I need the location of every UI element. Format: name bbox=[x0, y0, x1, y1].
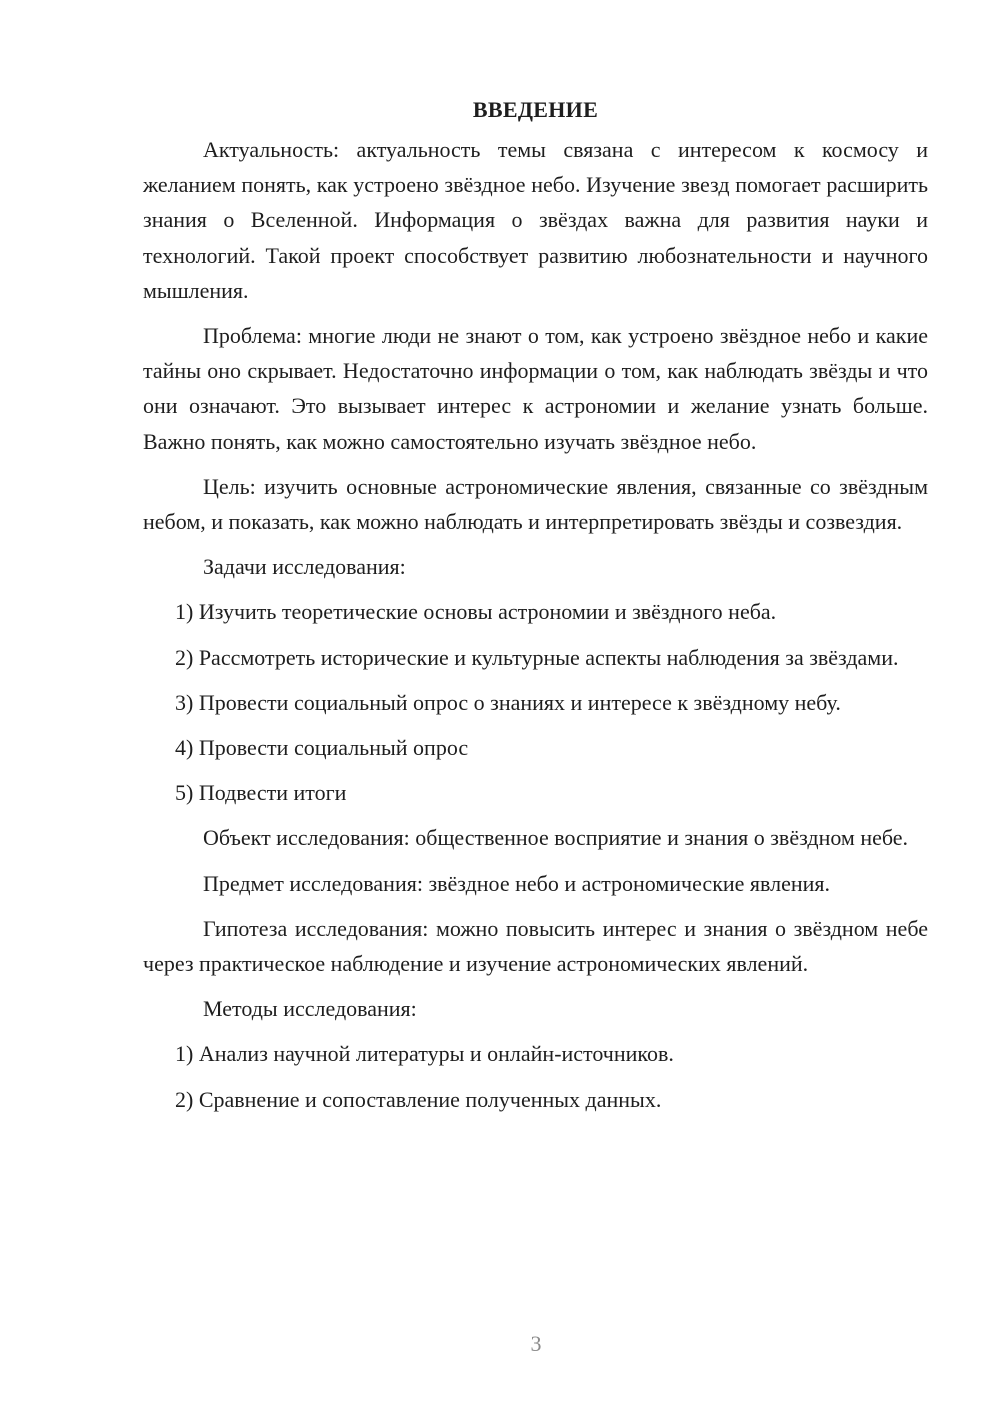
methods-heading: Методы исследования: bbox=[203, 996, 417, 1022]
task-item: 5) Подвести итоги bbox=[175, 780, 347, 806]
task-item: 1) Изучить теоретические основы астрономии и звёздного неба. bbox=[175, 599, 777, 625]
subject-paragraph: Предмет исследования: звёздное небо и астрономические явления. bbox=[203, 870, 831, 896]
problem-paragraph: Проблема: многие люди не знают о том, как устроено звёздное небо и какие тайны оно скрывает. Недостаточно информации о том, как наблюдать звёзды и что они означают. Это вызывает интерес к астрономии и желание узнать больше. Важно понять, как можно самостоятельно изучать звёздное небо. bbox=[143, 323, 928, 454]
object-paragraph: Объект исследования: общественное восприятие и знания о звёздном небе. bbox=[203, 825, 909, 851]
goal-paragraph: Цель: изучить основные астрономические явления, связанные со звёздным небом, и показать, как можно наблюдать и интерпретировать звёзды и созвездия. bbox=[143, 473, 928, 535]
page-number: 3 bbox=[530, 1331, 542, 1356]
relevance-paragraph: Актуальность: актуальность темы связана с интересом к космосу и желанием понять, как устроено звёздное небо. Изучение звезд помогает расширить знания о Вселенной. Информация о звёздах важна для развития науки и технологий. Такой проект способствует развитию любознательности и научного мышления. bbox=[143, 137, 928, 303]
task-item: 3) Провести социальный опрос о знаниях и интересе к звёздному небу. bbox=[175, 689, 841, 715]
document-page bbox=[143, 92, 928, 1127]
method-item: 2) Сравнение и сопоставление полученных данных. bbox=[175, 1086, 662, 1112]
task-item: 4) Провести социальный опрос bbox=[175, 735, 469, 761]
tasks-heading: Задачи исследования: bbox=[203, 554, 406, 580]
page-title: ВВЕДЕНИЕ bbox=[472, 97, 599, 122]
task-item: 2) Рассмотреть исторические и культурные аспекты наблюдения за звёздами. bbox=[175, 644, 899, 670]
method-item: 1) Анализ научной литературы и онлайн-источников. bbox=[175, 1041, 674, 1067]
hypothesis-paragraph: Гипотеза исследования: можно повысить интерес и знания о звёздном небе через практическое наблюдение и изучение астрономических явлений. bbox=[143, 915, 928, 977]
